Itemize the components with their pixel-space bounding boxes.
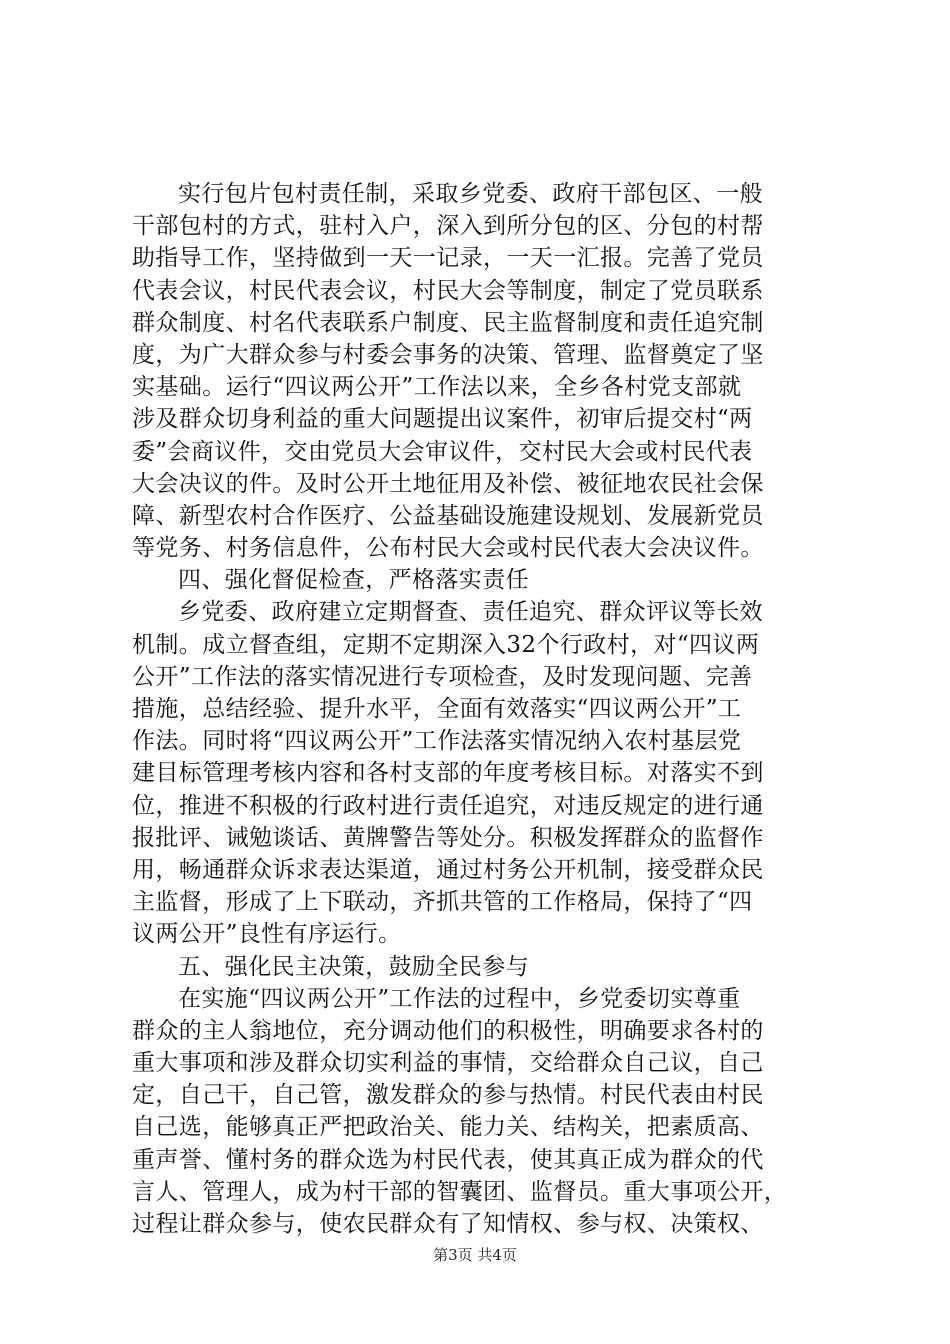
text-line: 度，为广大群众参与村委会事务的决策、管理、监督奠定了坚 <box>132 341 764 368</box>
text-line: 群众制度、村名代表联系户制度、民主监督制度和责任追究制 <box>132 309 764 336</box>
text-line: 等党务、村务信息件，公布村民大会或村民代表大会决议件。 <box>132 535 764 562</box>
text-line: 主监督，形成了上下联动，齐抓共管的工作格局，保持了“四 <box>132 889 753 916</box>
text-line: 定，自己干，自己管，激发群众的参与热情。村民代表由村民 <box>132 1082 764 1109</box>
text-line: 代表会议，村民代表会议，村民大会等制度，制定了党员联系 <box>132 277 764 304</box>
text-line: 乡党委、政府建立定期督查、责任追究、群众评议等长效 <box>178 599 763 626</box>
text-line: 大会决议的件。及时公开土地征用及补偿、被征地农民社会保 <box>132 470 764 497</box>
text-line: 报批评、诫勉谈话、黄牌警告等处分。积极发挥群众的监督作 <box>132 824 764 851</box>
text-line: 用，畅通群众诉求表达渠道，通过村务公开机制，接受群众民 <box>132 856 764 883</box>
text-line: 措施，总结经验、提升水平，全面有效落实“四议两公开”工 <box>132 696 742 722</box>
text-line: 机制。成立督查组，定期不定期深入32个行政村，对“四议两 <box>132 631 760 658</box>
text-line: 实基础。运行“四议两公开”工作法以来，全乡各村党支部就 <box>132 374 742 401</box>
text-line: 重声誉、懂村务的群众选为村民代表，使其真正成为群众的代 <box>132 1146 764 1173</box>
text-line: 涉及群众切身利益的重大问题提出议案件，初审后提交村“两 <box>132 406 753 433</box>
text-line: 干部包村的方式，驻村入户，深入到所分包的区、分包的村帮 <box>132 213 764 240</box>
page-footer: 第3页 共4页 <box>433 1246 517 1264</box>
text-line: 在实施“四议两公开”工作法的过程中，乡党委切实尊重 <box>178 985 741 1012</box>
text-line: 重大事项和涉及群众切实利益的事情，交给群众自己议，自己 <box>132 1050 764 1077</box>
text-line: 建目标管理考核内容和各村支部的年度考核目标。对落实不到 <box>132 760 764 787</box>
text-line: 自己选，能够真正严把政治关、能力关、结构关，把素质高、 <box>132 1114 764 1141</box>
text-line: 实行包片包村责任制，采取乡党委、政府干部包区、一般 <box>178 181 763 207</box>
text-line: 群众的主人翁地位，充分调动他们的积极性，明确要求各村的 <box>132 1017 764 1044</box>
document-body <box>132 178 820 1240</box>
text-line: 作法。同时将“四议两公开”工作法落实情况纳入农村基层党 <box>132 728 742 755</box>
text-line: 障、新型农村合作医疗、公益基础设施建设规划、发展新党员 <box>132 502 764 529</box>
text-line: 五、强化民主决策，鼓励全民参与 <box>178 953 529 980</box>
text-line: 过程让群众参与，使农民群众有了知情权、参与权、决策权、 <box>132 1211 764 1237</box>
text-line: 言人、管理人，成为村干部的智囊团、监督员。重大事项公开， <box>132 1178 788 1205</box>
text-line: 公开”工作法的落实情况进行专项检查，及时发现问题、完善 <box>132 663 753 690</box>
text-line: 位，推进不积极的行政村进行责任追究，对违反规定的进行通 <box>132 792 764 819</box>
text-line: 议两公开”良性有序运行。 <box>132 921 402 948</box>
text-line: 助指导工作，坚持做到一天一记录，一天一汇报。完善了党员 <box>132 245 764 272</box>
text-line: 委”会商议件，交由党员大会审议件，交村民大会或村民代表 <box>132 438 753 465</box>
text-line: 四、强化督促检查，严格落实责任 <box>178 567 529 594</box>
